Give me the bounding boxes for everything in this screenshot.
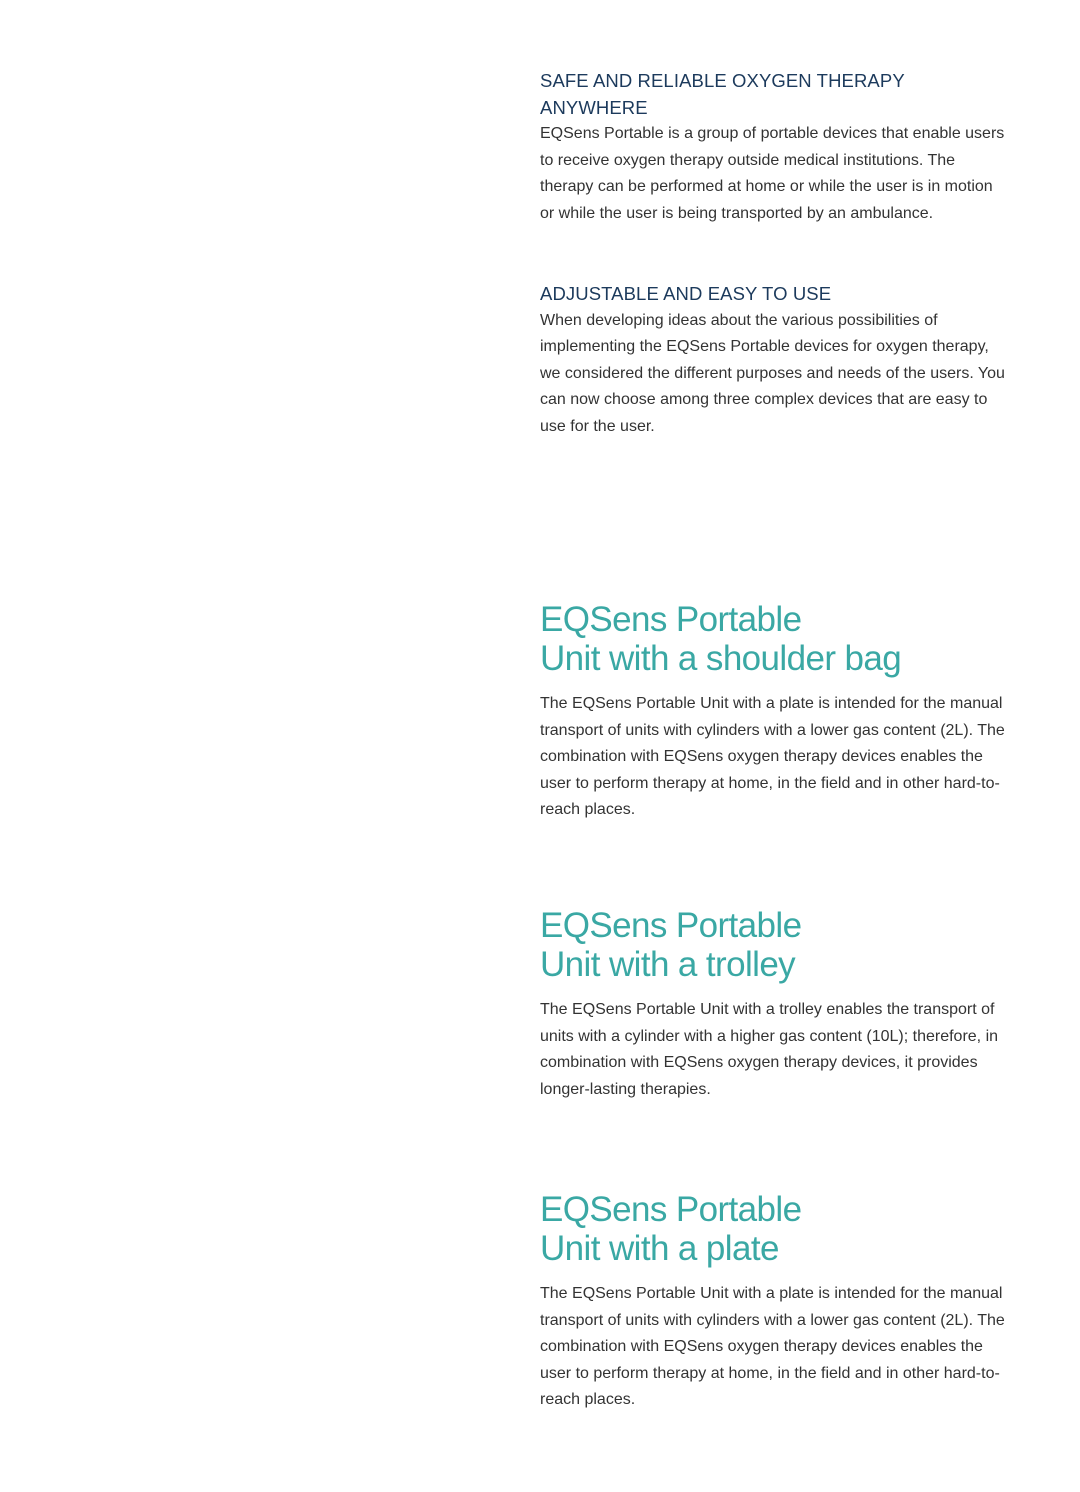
product-description: The EQSens Portable Unit with a trolley enables the transport of units with a cylinder with a higher gas content (10L); therefore, in combination with EQSens oxygen therapy devices, it provides longer-lasting therapies. — [540, 1001, 999, 1098]
section-text: EQSens Portable is a group of portable devices that enable users to receive oxygen therapy outside medical institutions. The therapy can be performed at home or while the user is in motion or while the user is being transported by an ambulance. — [540, 125, 1005, 222]
section-text: When developing ideas about the various possibilities of implementing the EQSens Portable devices for oxygen therapy, we considered the different purposes and needs of the users. You can now choose among three complex devices that are easy to use for the user. — [540, 311, 1005, 435]
product-plate — [540, 1190, 1010, 1414]
product-title — [540, 906, 1010, 984]
product-title — [540, 600, 1010, 678]
product-trolley — [540, 906, 1010, 1103]
product-title-line1: EQSens Portable — [540, 906, 802, 945]
product-title-line2: Unit with a plate — [540, 1229, 779, 1268]
product-title — [540, 1190, 1010, 1268]
product-description: The EQSens Portable Unit with a plate is intended for the manual transport of units with cylinders with a lower gas content (2L). The combination with EQSens oxygen therapy devices enables the user to perform therapy at home, in the field and in other hard-to-reach places. — [540, 1285, 1005, 1408]
section-heading: SAFE AND RELIABLE OXYGEN THERAPY ANYWHERE — [540, 70, 905, 118]
product-title-line1: EQSens Portable — [540, 600, 802, 639]
product-title-line2: Unit with a trolley — [540, 945, 796, 984]
product-description: The EQSens Portable Unit with a plate is intended for the manual transport of units with cylinders with a lower gas content (2L). The combination with EQSens oxygen therapy devices enables the user to perform therapy at home, in the field and in other hard-to-reach places. — [540, 695, 1005, 818]
product-title-line1: EQSens Portable — [540, 1190, 802, 1229]
section-safe-reliable — [540, 68, 1010, 227]
section-heading: ADJUSTABLE AND EASY TO USE — [540, 283, 832, 304]
product-title-line2: Unit with a shoulder bag — [540, 639, 902, 678]
section-adjustable — [540, 281, 1010, 440]
product-shoulder-bag — [540, 600, 1010, 824]
